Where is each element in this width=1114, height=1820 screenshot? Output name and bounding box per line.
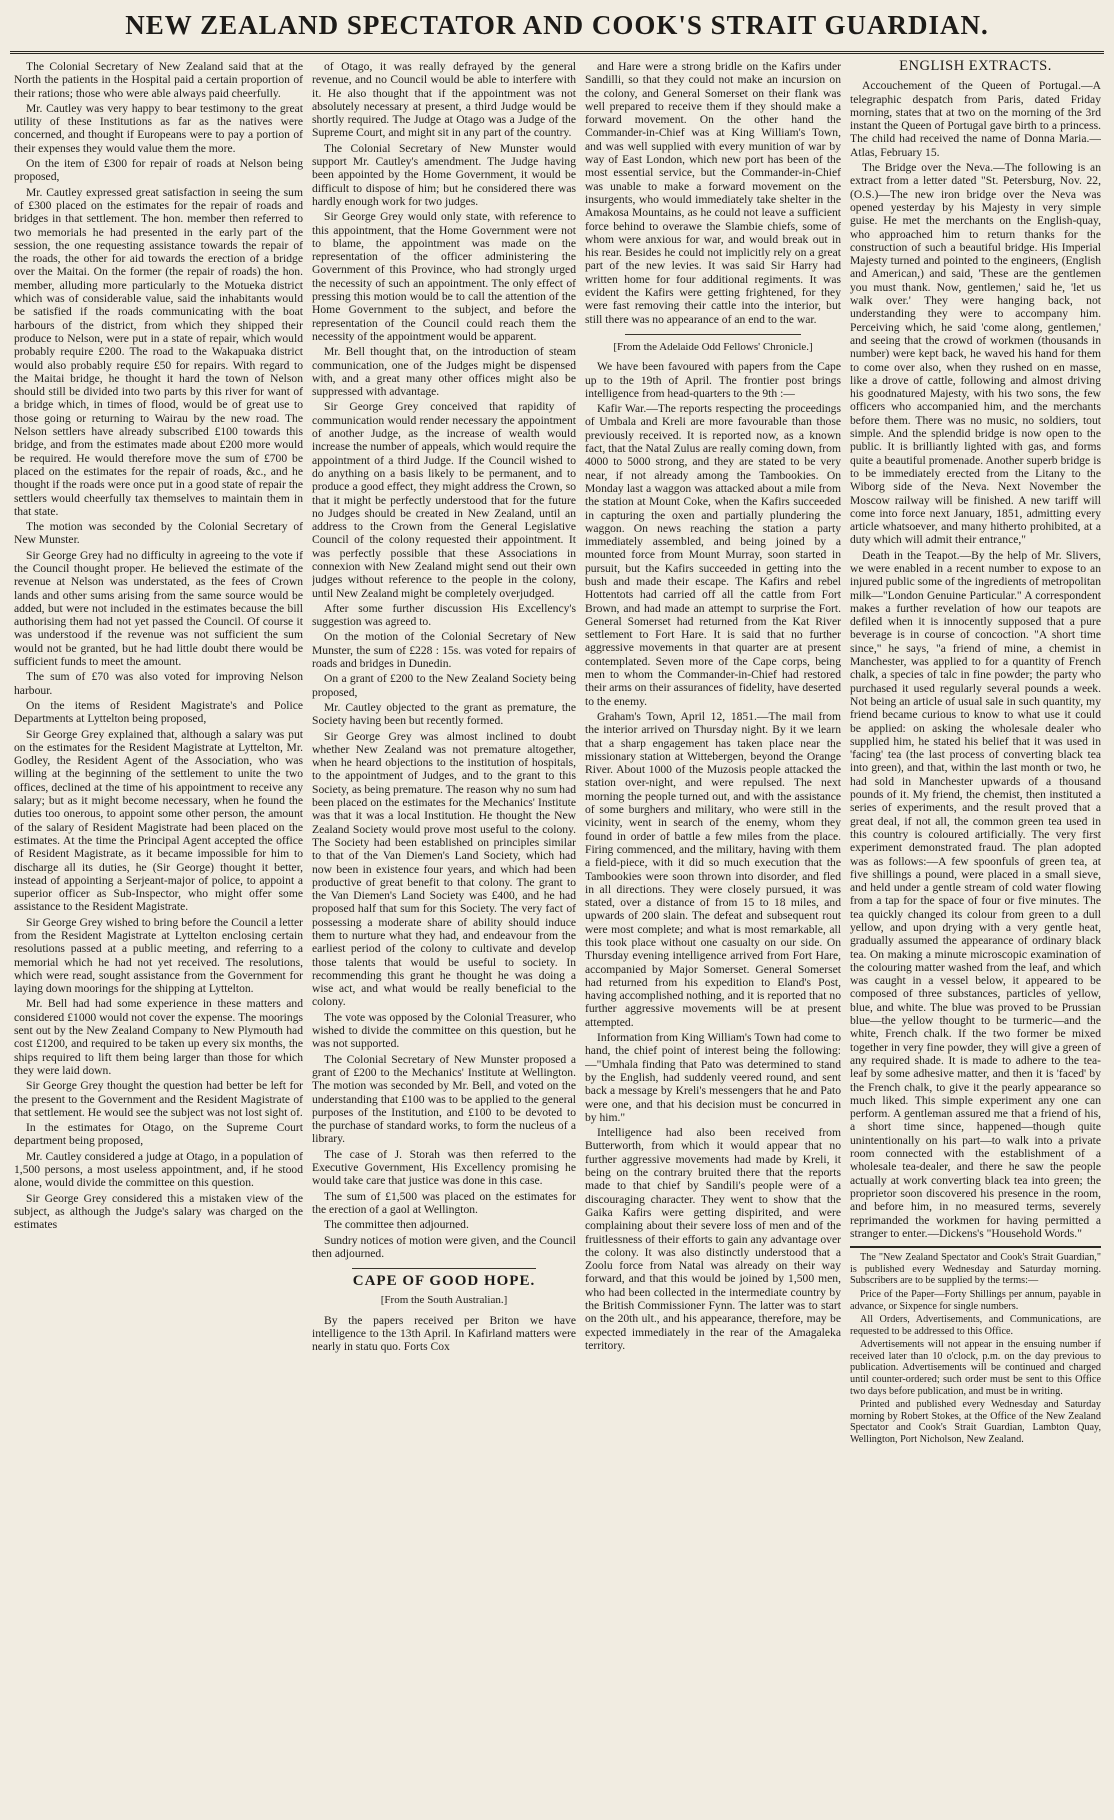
article-paragraph: and Hare were a strong bridle on the Kafirs under Sandilli, so that they could not make an incursion on the colony, and General Somerset on their flank was well prepared to receive them if they should make a forward movement. On the other hand the Commander-in-Chief was at King William's Town, and was well supplied with every munition of war by way of East London, which new port has been of the most essential service, but the Commander-in-Chief was unable to make a forward movement on the insurgents, who would immediately take shelter in the Amakosa Mountains, as he could not leave a sufficient force behind to overawe the Slambie chiefs, some of whom were anxious for war, and would break out in his rear. Besides he could not implicitly rely on a great part of the new levies. It was said Sir Harry had written home for four additional regiments. It was evident the Kafirs were getting frightened, for they were fast removing their cattle into the interior, but still there was no appearance of an end to the war. xyxy=(585,60,841,326)
column-2 xyxy=(312,60,576,1810)
article-paragraph: Sir George Grey explained that, although a salary was put on the estimates for the Resident Magistrate at Lyttelton, Mr. Godley, the Resident Agent of the Association, who was willing at the beginning of the settlement to unite the two offices, declined at the time of his appointment to receive any salary; but as it might become necessary, when he found the duties too onerous, to appoint some other person, the amount of the salary of Resident Magistrate had been placed on the estimates. At the time the Principal Agent accepted the office of Resident Magistrate, as it became impossible for him to discharge all its duties, he (Sir George) thought it better, instead of appointing a Serjeant-major of police, to appoint a superior officer as Sub-Inspector, who might offer some assistance to the Resident Magistrate. xyxy=(14,727,303,914)
column-3 xyxy=(585,60,841,1810)
article-paragraph: Sir George Grey considered this a mistaken view of the subject, as although the Judge's salary was charged on the estimates xyxy=(14,1191,303,1232)
section-rule xyxy=(625,334,801,335)
article-paragraph: Death in the Teapot.—By the help of Mr. Slivers, we were enabled in a recent number to expose to an injured public some of the ingredients of metropolitan milk—"London Genuine Particular." A correspondent makes a further revelation of how our teapots are defiled when it is innocently supposed that a pure beverage is in course of concoction. "A short time since," he says, "a friend of mine, a chemist in Manchester, was applied to for a quantity of French chalk, a species of talc in fine powder; the party who purchased it used regularly several pounds a week. Not being an article of usual sale in such quantity, my friend became curious to know to what use it could be applied: on asking the wholesale dealer who supplied him, he stated his belief that it was used in 'facing' tea (the last process of converting black tea into green), and that, within the last month or two, he had sold in Manchester upwards of a thousand pounds of it. My friend, the chemist, then instituted a series of experiments, and the result proved that a great deal, if not all, the common green tea used in this country is coloured artificially. The very first experiment demonstrated fraud. The plan adopted was as follows:—A few spoonfuls of green tea, at five shillings a pound, were placed in a small sieve, and held under a gentle stream of cold water flowing from a tap for the space of four or five minutes. The tea quickly changed its colour from green to a dull yellow, and upon drying with a very gentle heat, gradually assumed the appearance of ordinary black tea. On making a minute microscopic examination of the colouring matter washed from the leaf, and which was caught in a vessel below, it appeared to be composed of three substances, particles of yellow, blue, and white. The blue was proved to be Prussian blue—the yellow thought to be turmeric—and the white, French chalk. If the two former be mixed together in very fine powder, they will give a green of any required shade. It is made to adhere to the tea-leaf by some adhesive matter, and then it is 'faced' by the French chalk, to give it the pearly appearance so much liked. This simple experiment any one can perform. A gentleman assured me that a friend of his, a short time since, happened—though quite unintentionally on his part—to walk into a private room connected with the establishment of a wholesale tea-dealer, and there he saw the people actually at work converting black tea into green; the proprietor soon discovered his presence in the room, and before him, in no measured terms, severely reprimanded the workmen for having permitted a stranger to enter.—Dickens's "Household Words." xyxy=(850,548,1101,1240)
article-paragraph: Kafir War.—The reports respecting the proceedings of Umbala and Kreli are more favourable than those previously received. It is reported now, as a known fact, that the Natal Zulus are really coming down, from 4000 to 5000 strong, and they are stated to be very near, if not already among the Tambookies. On Monday last a waggon was attacked about a mile from the station at Mount Coke, when the Kafirs succeeded in capturing the oxen and partially plundering the waggon. On news reaching the station a party immediately assembled, and being joined by a mounted force from Mount Murray, soon started in pursuit, but the Kafirs succeeded in getting into the bush and made their escape. The Kafirs and rebel Hottentots had carried off all the cattle from Fort Brown, and had made an attempt to surprise the Fort. General Somerset had returned from the Kat River settlement to Fort Hare. It is said that no further aggressive movements in that quarter are at present contemplated. Seven more of the Cape corps, being men to whom the Commander-in-Chief had restored their arms on their assurances of fidelity, have deserted to the enemy. xyxy=(585,402,841,708)
article-paragraph: Mr. Cautley considered a judge at Otago, in a population of 1,500 persons, a most useless appointment, and, if he stood alone, would divide the committee on this question. xyxy=(14,1149,303,1190)
article-paragraph: On the motion of the Colonial Secretary of New Munster, the sum of £228 : 15s. was voted for repairs of roads and bridges in Dunedin. xyxy=(312,630,576,671)
article-paragraph: Sir George Grey wished to bring before the Council a letter from the Resident Magistrate at Lyttelton enclosing certain resolutions passed at a public meeting, and referring to a memorial which he had not yet received. The resolutions, which were read, sought assistance from the Government for laying down moorings for the shipping at Lyttelton. xyxy=(14,915,303,996)
article-paragraph: Sir George Grey conceived that rapidity of communication would render necessary the appointment of another Judge, as the increase of wealth would increase the number of appeals, which would require the appointment of a third Judge. If the Council wished to do anything on a basis likely to be permanent, and to produce a good effect, they might address the Crown, so that it might be perfectly understood that for the future no Judges should be created in New Zealand, until an address to the Crown from the General Legislative Council of the colony requested their appointment. It was perfectly possible that these Associations in connexion with New Zealand might send out their own judges without reference to the people in the colony, until New Zealand might be completely overjudged. xyxy=(312,400,576,600)
article-paragraph: The Colonial Secretary of New Zealand said that at the North the patients in the Hospital paid a certain proportion of their rations; those who were able always paid cheerfully. xyxy=(14,60,303,100)
article-paragraph: Intelligence had also been received from Butterworth, from which it would appear that no further aggressive movements had made by Kreli, it being on the contrary bruited there that the reports made to that chief by Sandili's people were of a discouraging character. They went to show that the Gaika Kafirs were getting dispirited, and were complaining about their severe loss of men and of the fruitlessness of their efforts to gain any advantage over the colony. It was also distinctly understood that a Zoolu force from Natal was already on their way forward, and that this would be joined by 1,500 men, who had been collected in the intermediate country by the British Commissioner Fynn. The latter was to start on the 20th ult., and his appearance, therefore, may be expected immediately in the rear of the Amagaleka territory. xyxy=(585,1126,841,1352)
imprint-line: Advertisements will not appear in the ensuing number if received later than 10 o'clock, p.m. on the day previous to publication. Advertisements will be continued and charged until counter-ordered; such order must be sent to this Office two days before publication, and must be in writing. xyxy=(850,1339,1101,1397)
article-paragraph: On the items of Resident Magistrate's and Police Departments at Lyttelton being proposed, xyxy=(14,698,303,726)
column-1 xyxy=(14,60,303,1810)
article-paragraph: We have been favoured with papers from the Cape up to the 19th of April. The frontier post brings intelligence from head-quarters to the 9th :— xyxy=(585,360,841,400)
section-heading-cape: CAPE OF GOOD HOPE. xyxy=(352,1273,536,1290)
imprint-line: All Orders, Advertisements, and Communications, are requested to be addressed to this Office. xyxy=(850,1314,1101,1337)
section-rule xyxy=(352,1268,536,1269)
column-4 xyxy=(850,60,1101,1810)
article-paragraph: Sir George Grey was almost inclined to doubt whether New Zealand was not premature altogether, when he heard objections to the institution of hospitals, to the appointment of Judges, and to the grant to this Society, as being premature. The reason why no sum had been placed on the estimates for the Mechanics' Institute was that it was a local Institution. He thought the New Zealand Society would prove most useful to the colony. The Society had been established on principles similar to that of the Van Diemen's Land Society, which had now been in existence four years, and which had been productive of great benefit to that colony. The grant to the Van Diemen's Land Society was £400, and he had proposed half that sum for this Society. The very fact of possessing a moderate share of ability should induce them to nurture what they had, and endeavour from the earliest period of the colony to cultivate and develop those talents that would be useful to society. In recommending this grant he thought he was doing a wise act, and what would be really beneficial to the colony. xyxy=(312,729,576,1009)
article-paragraph: Mr. Cautley expressed great satisfaction in seeing the sum of £300 placed on the estimates for the repair of roads and bridges in that settlement. The hon. member then referred to two memorials he had presented in the early part of the session, the one requesting assistance towards the repair of the roads, the other for aid towards the erection of a bridge over the Maitai. On the former (the repair of roads) the hon. member, alluding more particularly to the Motueka district which was of considerable value, said the inhabitants would be satisfied if the roads communicating with the boat harbours of the district, from which they shipped their produce to Nelson, were put in a state of repair, which would probably require £200. The road to the Wakapuaka district would also probably require £50 for repairs. With regard to the Maitai bridge, he thought it hard the town of Nelson should still be divided into two parts by this river for want of a bridge which, in times of flood, would be of great use to those going or returning to Wairau by the new road. The Nelson settlers have already subscribed £100 towards this bridge, and from the estimates made about £200 more would be required. He would therefore move the sum of £700 be placed on the estimates for the repair of roads, &c., and he thought if the roads were once put in a good state of repair the settlers would cheerfully tax themselves to maintain them in that state. xyxy=(14,185,303,518)
article-paragraph: In the estimates for Otago, on the Supreme Court department being proposed, xyxy=(14,1121,303,1148)
article-paragraph: Mr. Bell thought that, on the introduction of steam communication, one of the Judges might be dispensed with, and a great many other offices might also be suppressed with advantage. xyxy=(312,345,576,399)
imprint-notice xyxy=(850,1246,1101,1446)
article-paragraph: The sum of £70 was also voted for improving Nelson harbour. xyxy=(14,670,303,697)
columns xyxy=(14,60,1102,1810)
source-line: [From the South Australian.] xyxy=(380,1294,508,1307)
article-paragraph: Sir George Grey would only state, with reference to this appointment, that the Home Government were not to blame, the appointment was made on the representation of the officer administering the Government of this Province, who had strongly urged the necessity of such an appointment. The only effect of pressing this motion would be to call the attention of the Home Government to the subject, and before the representation of the Council could reach them the necessity of the appointment would be apparent. xyxy=(312,210,576,343)
article-paragraph: The motion was seconded by the Colonial Secretary of New Munster. xyxy=(14,520,303,547)
article-paragraph: The Colonial Secretary of New Munster proposed a grant of £200 to the Mechanics' Institute at Wellington. The motion was seconded by Mr. Bell, and voted on the understanding that £100 was to be applied to the general purposes of the Institution, and £100 to be devoted to the purchase of standard works, to form the nucleus of a library. xyxy=(312,1052,576,1146)
masthead xyxy=(10,8,1104,54)
article-paragraph: By the papers received per Briton we have intelligence to the 13th April. In Kafirland matters were nearly in statu quo. Forts Cox xyxy=(312,1313,576,1354)
imprint-line: Price of the Paper—Forty Shillings per annum, payable in advance, or Sixpence for single numbers. xyxy=(850,1288,1101,1312)
article-paragraph: Accouchement of the Queen of Portugal.—A telegraphic despatch from Paris, dated Friday morning, states that at two on the morning of the 3rd instant the Queen of Portugal gave birth to a princess. The child had received the name of Donna Maria.—Atlas, February 15. xyxy=(850,79,1101,159)
article-paragraph: On a grant of £200 to the New Zealand Society being proposed, xyxy=(312,672,576,699)
article-paragraph: The Colonial Secretary of New Munster would support Mr. Cautley's amendment. The Judge having been appointed by the Home Government, it would be difficult to dispose of him; but he considered there was hardly enough work for two judges. xyxy=(312,141,576,208)
article-paragraph: Mr. Cautley was very happy to bear testimony to the great utility of these Institutions as far as the natives were concerned, and thought if Europeans were to pay a portion of their expenses they would value them the more. xyxy=(14,101,303,155)
article-paragraph: After some further discussion His Excellency's suggestion was agreed to. xyxy=(312,601,576,629)
article-paragraph: The case of J. Storah was then referred to the Executive Government, His Excellency promising he would take care that justice was done in this case. xyxy=(312,1147,576,1188)
article-paragraph: The sum of £1,500 was placed on the estimates for the erection of a gaol at Wellington. xyxy=(312,1189,576,1216)
article-paragraph: On the item of £300 for repair of roads at Nelson being proposed, xyxy=(14,157,303,184)
imprint-line: Printed and published every Wednesday and Saturday morning by Robert Stokes, at the Office of the New Zealand Spectator and Cook's Strait Guardian, Lambton Quay, Wellington, Port Nicholson, New Zealand. xyxy=(850,1399,1101,1446)
article-paragraph: Sir George Grey had no difficulty in agreeing to the vote if the Council thought proper. He believed the estimate of the revenue at Nelson was understated, as the fees of Crown lands and other sums arising from the same source would be added, but were not included in the estimates because the bill authorising them had not yet passed the Council. Of course it was understood if the revenue was not sufficient the sum would not be granted, but he had little doubt there would be sufficient funds to meet the amount. xyxy=(14,548,303,669)
article-paragraph: The Bridge over the Neva.—The following is an extract from a letter dated "St. Petersburg, Nov. 22, (O.S.)—The new iron bridge over the Neva was opened yesterday by his Majesty in very simple guise. He met the merchants on the English-quay, who approached him to return thanks for the construction of such a beautiful bridge. His Imperial Majesty turned and pointed to the engineers, (English and American,) and said, 'These are the gentlemen you must thank. Now, gentlemen,' said he, 'let us walk over.' They were hanging back, not understanding they were to accompany him. Perceiving which, he said 'come along, gentlemen,' and seeing that the crowd of workmen (thousands in number) were kept back, he waved his hand for them to come over also, when they rushed on en masse, like a drove of cattle, following and almost driving his goodnatured Majesty, with his two sons, the few officers who accompanied him, and the merchants before them. There was no music, no soldiers, tout simple. And the splendid bridge is now open to the public. It is brilliantly lighted with gas, and forms quite a beautiful promenade. Another superb bridge is to be immediately erected from the Litany to the Wiborg side of the Neva. Next November the Moscow railway will be finished. A new tariff will come into force next January, 1851, admitting every article whatsoever, and many hitherto prohibited, at a duty which will admit their entrance," xyxy=(850,161,1101,547)
article-paragraph: The vote was opposed by the Colonial Treasurer, who wished to divide the committee on this question, but he was not supported. xyxy=(312,1010,576,1051)
article-paragraph: Sundry notices of motion were given, and the Council then adjourned. xyxy=(312,1233,576,1260)
article-paragraph: of Otago, it was really defrayed by the general revenue, and no Council would be able to interfere with it. He also thought that if the appointment was not absolutely necessary at present, a third Judge would be shortly required. The Judge at Otago was a Judge of the Supreme Court, and might sit in any part of the country. xyxy=(312,60,576,140)
article-paragraph: Sir George Grey thought the question had better be left for the present to the Government and the Resident Magistrate of that settlement. He would see the subject was not lost sight of. xyxy=(14,1079,303,1119)
section-heading-english-extracts: ENGLISH EXTRACTS. xyxy=(899,60,1052,74)
article-paragraph: Graham's Town, April 12, 1851.—The mail from the interior arrived on Thursday night. By it we learn that a sharp engagement has taken place near the missionary station at Wittebergen, beyond the Orange River. About 1000 of the Muzosis people attacked the station over-night, and were repulsed. The next morning the people turned out, and with the assistance of some burghers and military, who were still in the vicinity, went in search of the enemy, whom they found in order of battle a few miles from the place. Firing commenced, and the military, having with them a field-piece, with it did so much execution that the Tambookies were soon thrown into disorder, and fled in all directions. They were closely pursued, it was stated, over a distance of from 15 to 18 miles, and upwards of 200 slain. The defeat and subsequent rout were most complete; and what is most remarkable, all this took place without one casualty on our side. On Thursday evening intelligence arrived from Fort Hare, accompanied by Major Somerset. General Somerset had returned from his expedition to Eland's Post, having accomplished nothing, and it is reported that no further aggressive movements will be at present attempted. xyxy=(585,709,841,1029)
article-paragraph: Mr. Bell had had some experience in these matters and considered £1000 would not cover the expense. The moorings sent out by the New Zealand Company to New Plymouth had cost £1200, and required to be taken up every six months, the ships required to lift them being larger than those for which they were laid down. xyxy=(14,997,303,1077)
article-paragraph: Information from King William's Town had come to hand, the chief point of interest being the following:—"Umhala finding that Pato was determined to stand by the English, had suddenly veered round, and sent back a message by Kreli's messengers that he and Pato were one, and that his decision must be concurred in by him." xyxy=(585,1031,841,1124)
article-paragraph: The committee then adjourned. xyxy=(324,1218,469,1232)
imprint-line: The "New Zealand Spectator and Cook's Strait Guardian," is published every Wednesday and Saturday morning. Subscribers are to be supplied by the terms:— xyxy=(850,1252,1101,1287)
article-paragraph: Mr. Cautley objected to the grant as premature, the Society having been but recently formed. xyxy=(312,700,576,728)
masthead-title: NEW ZEALAND SPECTATOR AND COOK'S STRAIT GUARDIAN. xyxy=(125,10,989,40)
source-line: [From the Adelaide Odd Fellows' Chronicle.] xyxy=(613,340,813,353)
